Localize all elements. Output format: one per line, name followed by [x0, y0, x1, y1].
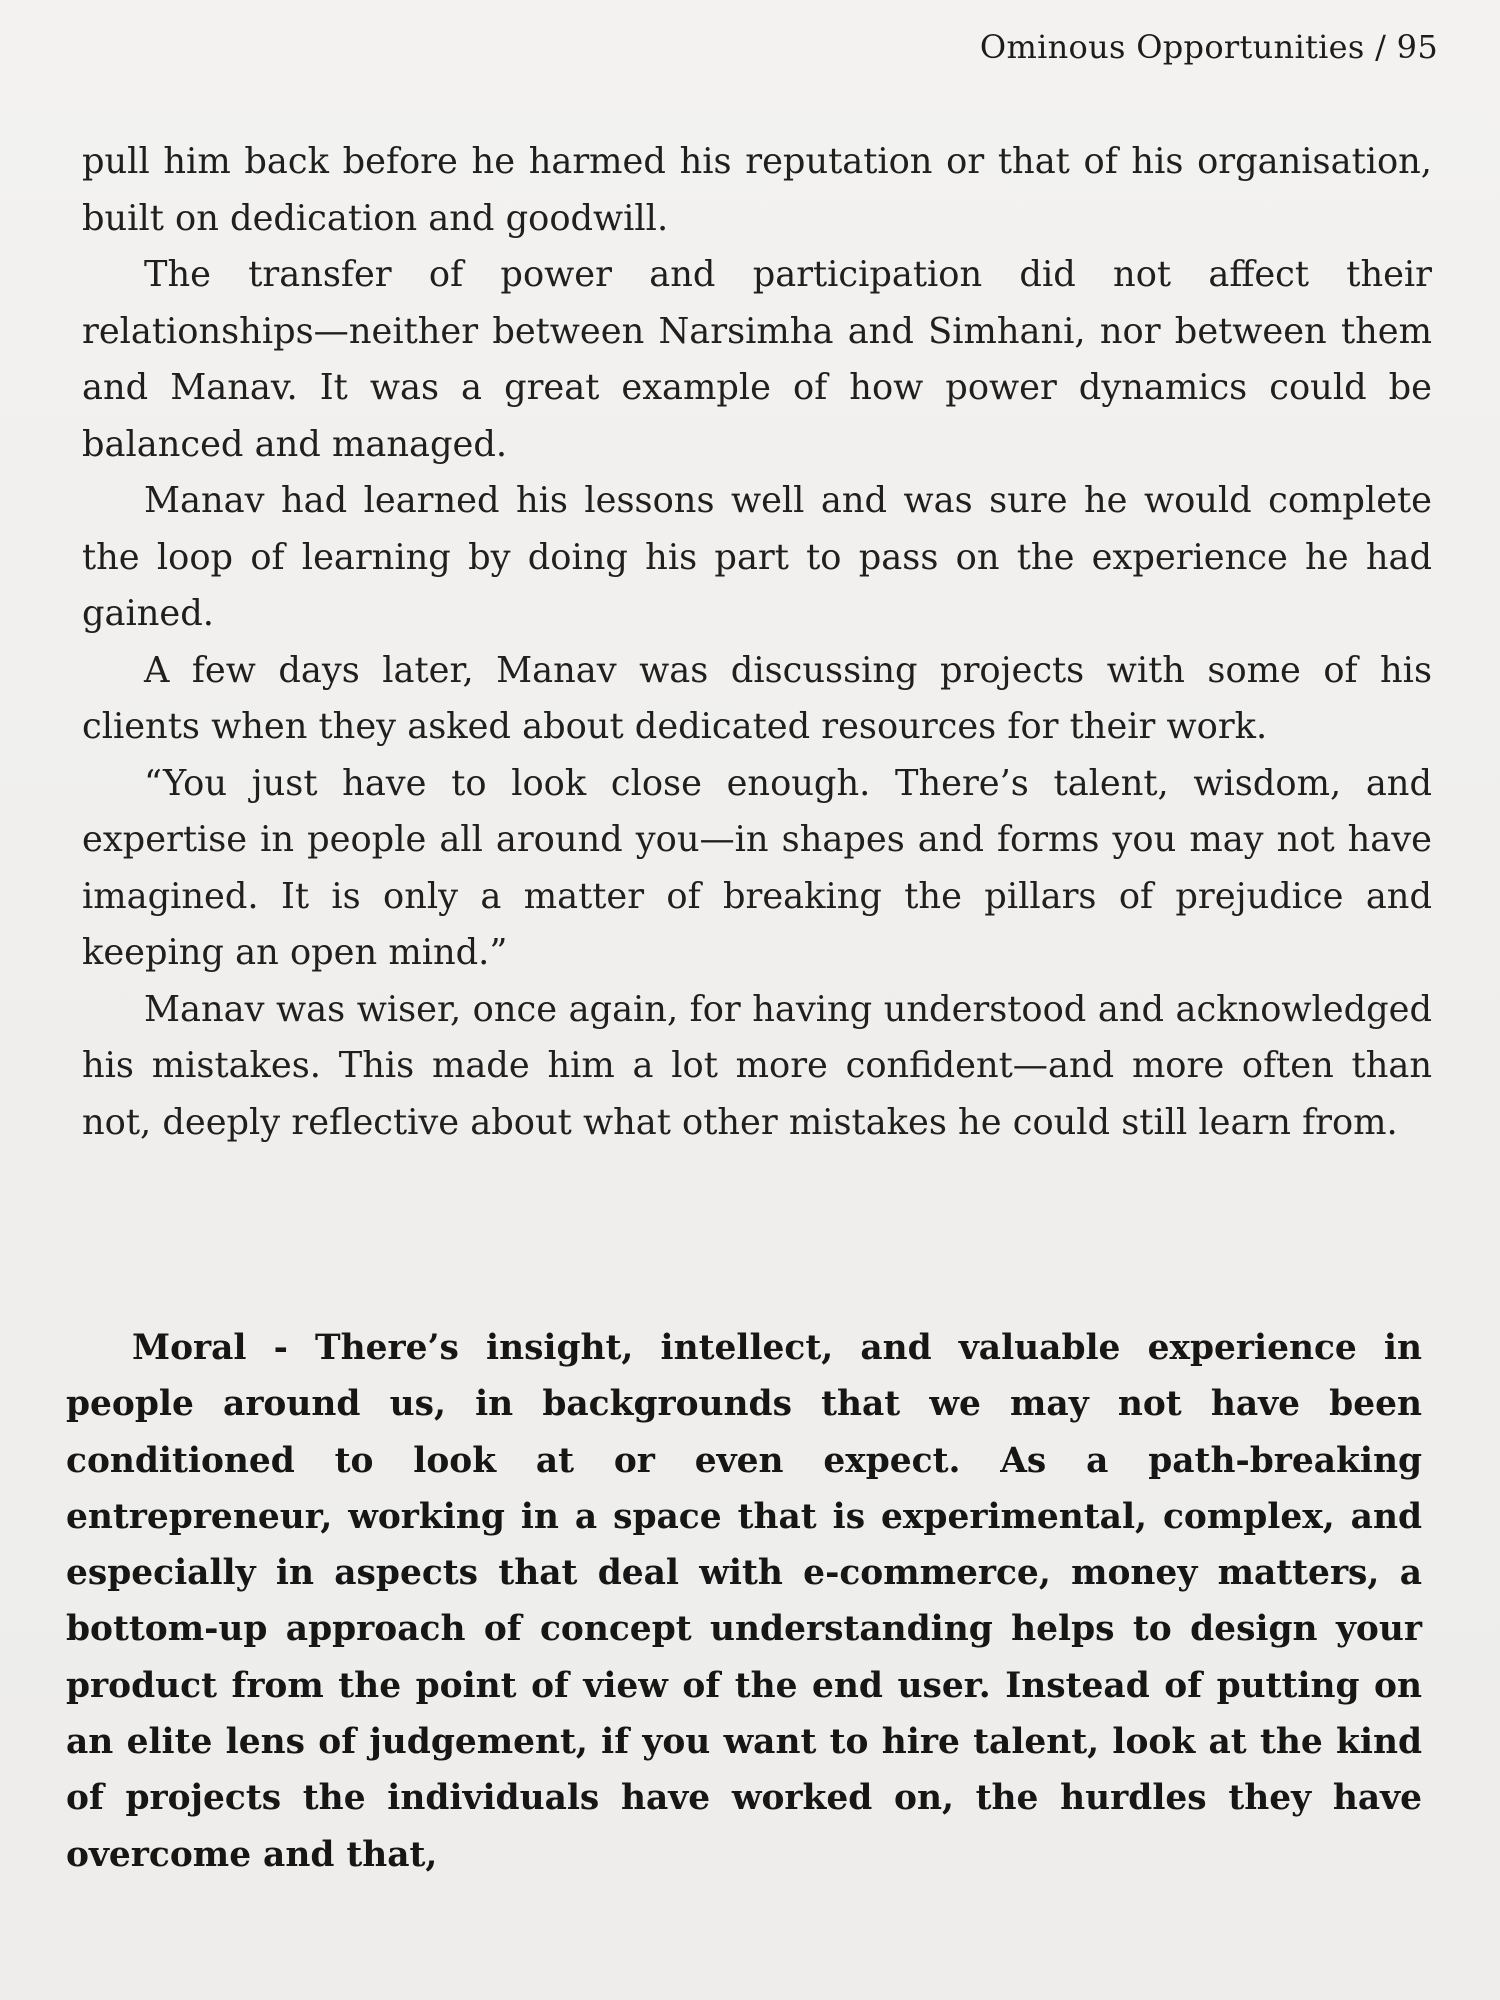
body-text — [82, 134, 1432, 1151]
running-header: Ominous Opportunities / 95 — [979, 28, 1438, 66]
paragraph-continuation: pull him back before he harmed his reputation or that of his organisation, built on dedication and goodwill. — [82, 141, 1432, 239]
moral-paragraph: Moral - There’s insight, intellect, and valuable experience in people around us, in backgrounds that we may not have been conditioned to look at or even expect. As a path-breaking entrepreneur, working in a space that is experimental, complex, and especially in aspects that deal with e-commerce, money matters, a bottom-up approach of concept understanding helps to design your product from the point of view of the end user. Instead of putting on an elite lens of judgement, if you want to hire talent, look at the kind of projects the individuals have worked on, the hurdles they have overcome and that, — [66, 1328, 1422, 1875]
paragraph-quote: “You just have to look close enough. There’s talent, wisdom, and expertise in people all around you—in shapes and forms you may not have imagined. It is only a matter of breaking the pillars of prejudice and keeping an open mind.” — [82, 762, 1432, 973]
moral-section — [66, 1320, 1422, 1883]
paragraph-lessons-learned: Manav had learned his lessons well and was sure he would complete the loop of learning by doing his part to pass on the experience he had gained. — [82, 480, 1432, 634]
paragraph-power-transfer: The transfer of power and participation did not affect their relationships—neither between Narsimha and Simhani, nor between them and Manav. It was a great example of how power dynamics could be balanced and managed. — [82, 254, 1432, 465]
paragraph-manav-wiser: Manav was wiser, once again, for having understood and acknowledged his mistakes. This made him a lot more confident—and more often than not, deeply reflective about what other mistakes he could still learn from. — [82, 988, 1432, 1143]
paragraph-client-discussion: A few days later, Manav was discussing projects with some of his clients when they asked about dedicated resources for their work. — [82, 649, 1432, 747]
